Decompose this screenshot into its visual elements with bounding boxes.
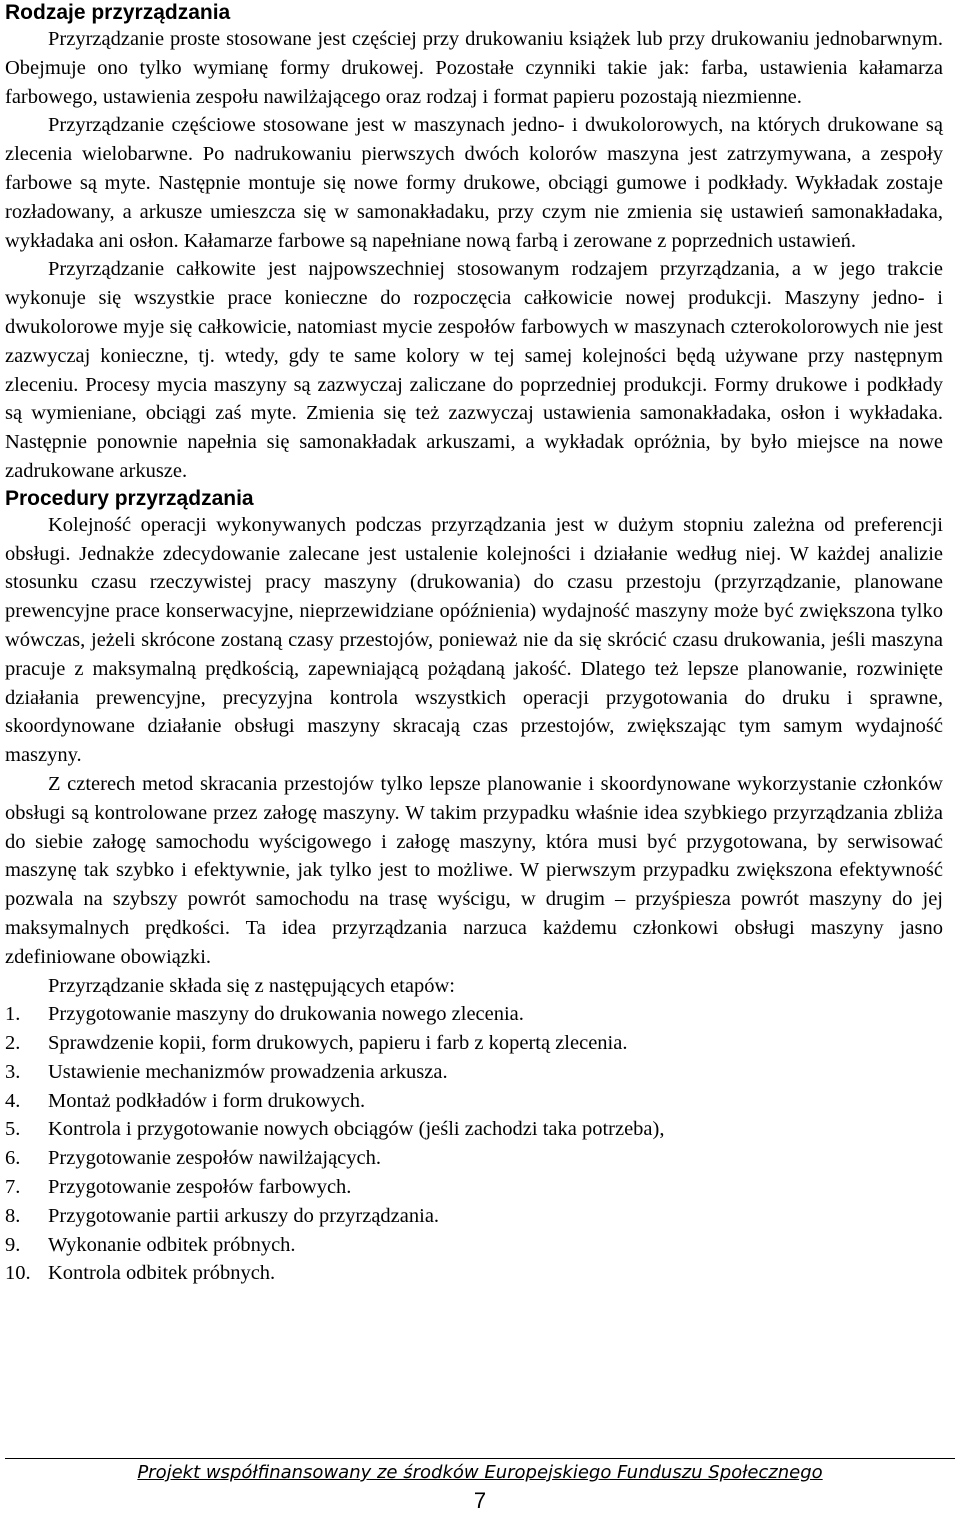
list-item-text: Sprawdzenie kopii, form drukowych, papieru i farb z kopertą zlecenia. [48, 1032, 628, 1055]
list-item-number: 10. [5, 1262, 31, 1285]
paragraph-przyrzadzanie-czesciowe: Przyrządzanie częściowe stosowane jest w maszynach jedno- i dwukolorowych, na których drukowane są zlecenia wielobarwne. Po nadrukowaniu pierwszych dwóch kolorów maszyna jest zatrzymywana, a zespoły farbowe są myte. Następnie montuje się nowe formy drukowe, obciągi gumowe i podkłady. Wykładak zostaje rozładowany, a arkusze umieszcza się w samonakładaku, przy czym nie zmienia się ustawień samonakładaka, wykładaka ani osłon. Kałamarze farbowe są napełniane nową farbą i zerowane z poprzednich ustawień. [5, 114, 943, 252]
list-item-text: Przygotowanie maszyny do drukowania nowego zlecenia. [48, 1003, 524, 1026]
list-item-text: Kontrola i przygotowanie nowych obciągów (jeśli zachodzi taka potrzeba), [48, 1118, 665, 1141]
list-item [5, 1058, 943, 1087]
list-item [5, 1029, 943, 1058]
paragraph-cztery-metody: Z czterech metod skracania przestojów tylko lepsze planowanie i skoordynowane wykorzystanie członków obsługi są kontrolowane przez załogę maszyny. W takim przypadku właśnie idea szybkiego przyrządzania zbliża do siebie załogę samochodu wyścigowego i załogę maszyny, która musi być przygotowana, by serwisować maszynę tak szybko i efektywnie, jak tylko jest to możliwe. W pierwszym przypadku zwiększona efektywność pozwala na szybszy powrót samochodu na trasę wyścigu, w drugim – przyśpiesza powrót maszyny do jej maksymalnych prędkości. Ta idea przyrządzania narzuca każdemu członkowi obsługi maszyny jasno zdefiniowane obowiązki. [5, 772, 943, 968]
list-item [5, 1259, 943, 1288]
list-item-number: 4. [5, 1089, 21, 1112]
list-item [5, 1202, 943, 1231]
list-item [5, 1144, 943, 1173]
list-item-text: Kontrola odbitek próbnych. [48, 1262, 276, 1285]
list-item-text: Przygotowanie partii arkuszy do przyrządzania. [48, 1204, 440, 1227]
steps-list [5, 1000, 943, 1288]
list-item-number: 1. [5, 1003, 21, 1026]
list-item-number: 2. [5, 1032, 21, 1055]
section-heading-rodzaje: Rodzaje przyrządzania [5, 1, 231, 24]
footer-text: Projekt współfinansowany ze środków Europejskiego Funduszu Społecznego [137, 1462, 823, 1483]
document-page [5, 0, 943, 1288]
list-item [5, 1087, 943, 1116]
paragraph-etapy-intro: Przyrządzanie składa się z następujących etapów: [48, 974, 455, 997]
list-item-text: Przygotowanie zespołów farbowych. [48, 1176, 352, 1199]
paragraph-przyrzadzanie-calkowite: Przyrządzanie całkowite jest najpowszechniej stosowanym rodzajem przyrządzania, a w jego trakcie wykonuje się wszystkie prace konieczne do rozpoczęcia całkowicie nowej produkcji. Maszyny jedno- i dwukolorowe myje się całkowicie, natomiast mycie zespołów farbowych w maszynach czterokolorowych nie jest zazwyczaj konieczne, tj. wtedy, gdy te same kolory w tej samej kolejności będą używane przy następnym zleceniu. Procesy mycia maszyny są zazwyczaj zaliczane do poprzedniej produkcji. Formy drukowe i podkłady są wymieniane, obciągi zaś myte. Zmienia się też zazwyczaj ustawienia samonakładaka, osłon i wykładaka. Następnie ponownie napełnia się samonakładak arkuszami, a wykładak opróżnia, by było miejsce na nowe zadrukowane arkusze. [5, 258, 943, 482]
list-item-number: 9. [5, 1233, 21, 1256]
list-item-text: Przygotowanie zespołów nawilżających. [48, 1147, 382, 1170]
list-item-number: 3. [5, 1060, 21, 1083]
list-item [5, 1231, 943, 1260]
paragraph-kolejnosc-operacji: Kolejność operacji wykonywanych podczas przyrządzania jest w dużym stopniu zależna od preferencji obsługi. Jednakże zdecydowanie zalecane jest ustalenie kolejności i działanie według niej. W każdej analizie stosunku czasu rzeczywistej pracy maszyny (drukowania) do czasu przestoju (przyrządzanie, planowane prewencyjne prace konserwacyjne, nieprzewidziane opóźnienia) wydajność maszyny może być zwiększona tylko wówczas, jeżeli skrócone zostaną czasy przestojów, ponieważ nie da się skrócić czasu drukowania, jeśli maszyna pracuje z maksymalną prędkością, zapewniającą pożądaną jakość. Dlatego też lepsze planowanie, rozwinięte działania prewencyjne, precyzyjna kontrola wszystkich operacji przygotowania do druku i sprawne, skoordynowane działanie obsługi maszyny skracają czas przestojów, zwiększając tym samym wydajność maszyny. [5, 513, 943, 767]
list-item [5, 1173, 943, 1202]
list-item [5, 1115, 943, 1144]
page-number: 7 [473, 1488, 487, 1513]
list-item-number: 5. [5, 1118, 21, 1141]
list-item-number: 6. [5, 1147, 21, 1170]
list-item-number: 7. [5, 1176, 21, 1199]
footer-divider [5, 1458, 955, 1459]
list-item-text: Wykonanie odbitek próbnych. [48, 1233, 296, 1256]
section-heading-procedury: Procedury przyrządzania [5, 486, 254, 510]
list-item-text: Ustawienie mechanizmów prowadzenia arkusza. [48, 1060, 448, 1083]
list-item-text: Montaż podkładów i form drukowych. [48, 1089, 366, 1112]
paragraph-przyrzadzanie-proste: Przyrządzanie proste stosowane jest częściej przy drukowaniu książek lub przy drukowaniu jednobarwnym. Obejmuje ono tylko wymianę formy drukowej. Pozostałe czynniki takie jak: farba, ustawienia kałamarza farbowego, ustawienia zespołu nawilżającego oraz rodzaj i format papieru pozostają niezmienne. [5, 28, 943, 108]
list-item [5, 1000, 943, 1029]
list-item-number: 8. [5, 1204, 21, 1227]
